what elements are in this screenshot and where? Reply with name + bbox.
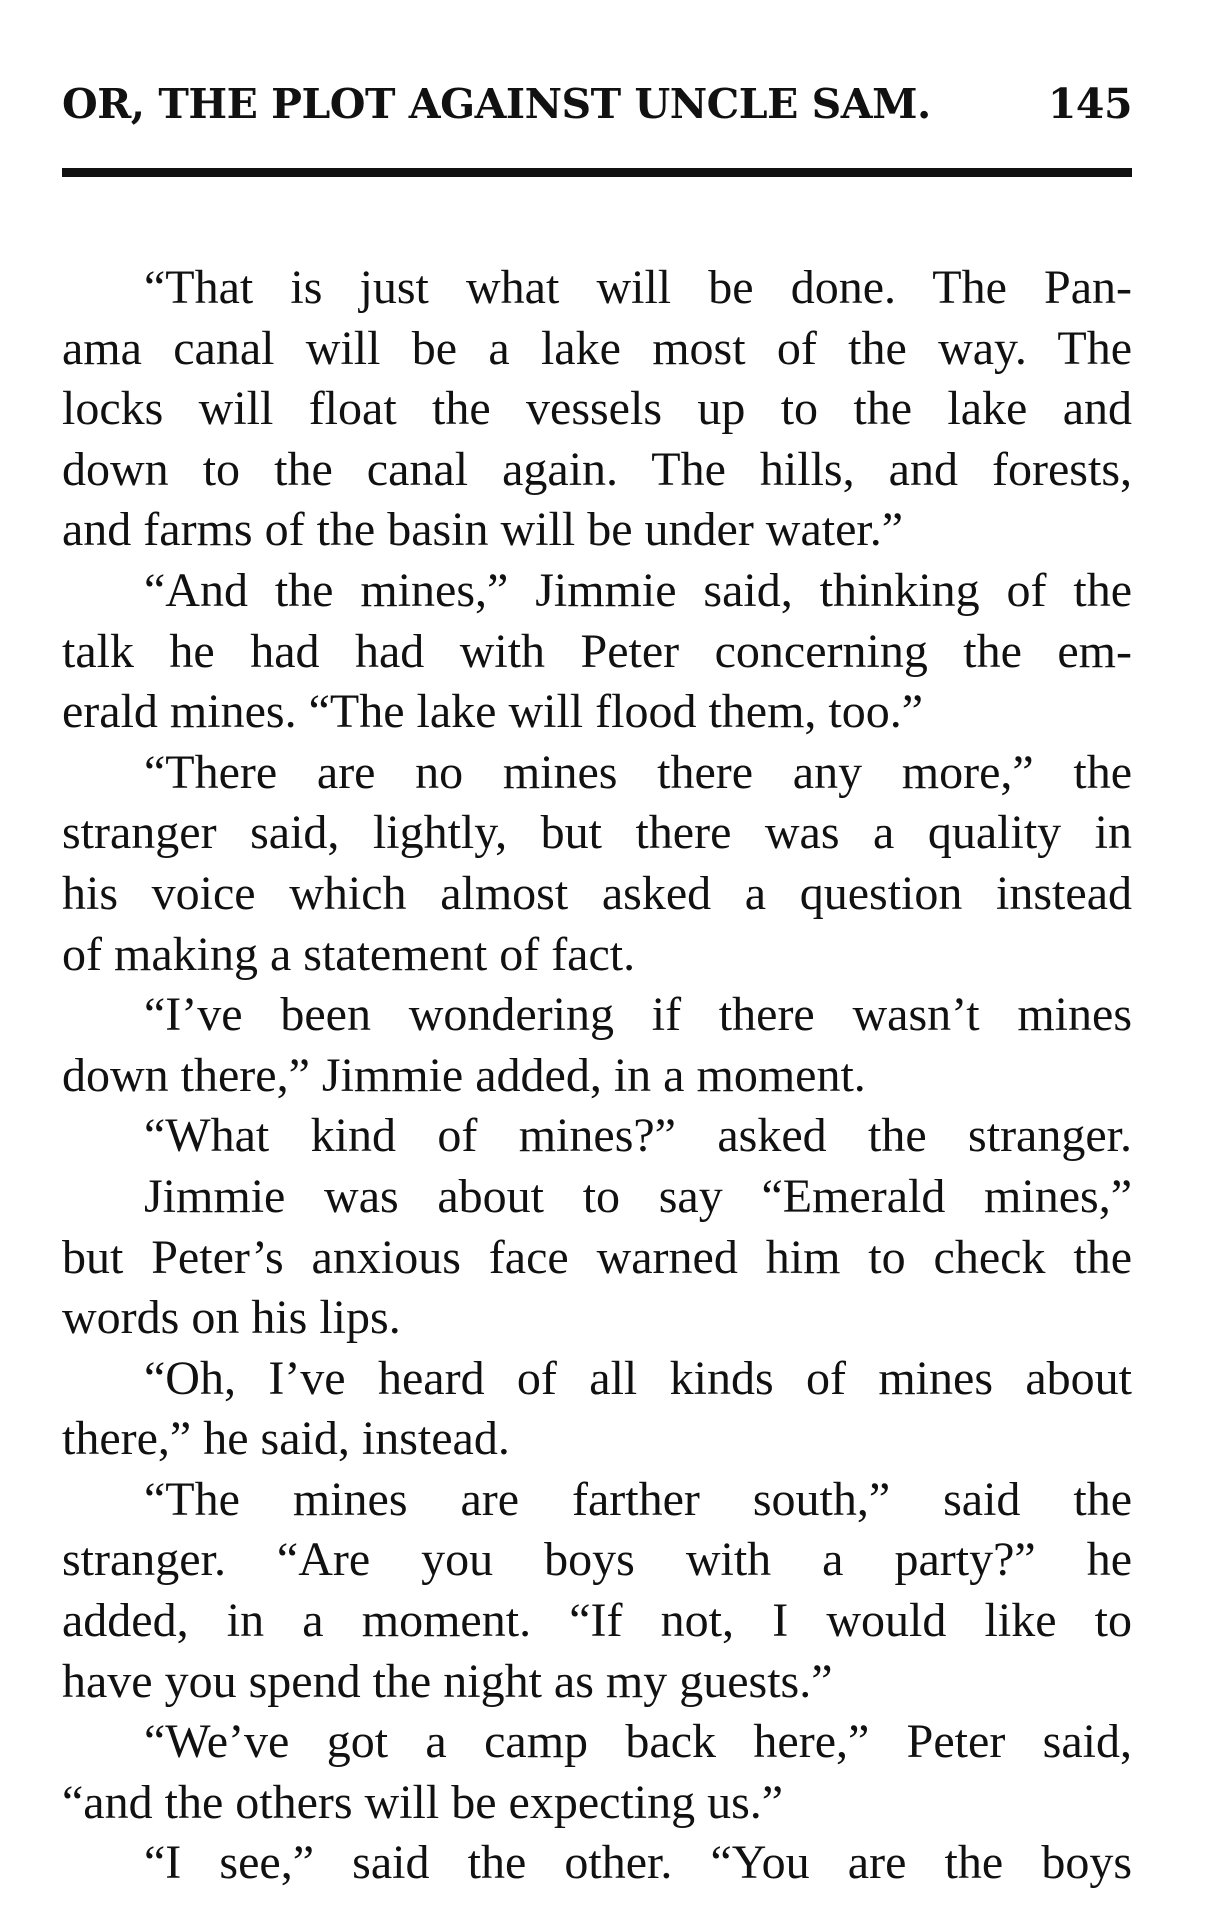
text-line: his voice which almost asked a question instead [62, 866, 1132, 920]
text-line: down there,” Jimmie added, in a moment. [62, 1048, 866, 1102]
text-line: “and the others will be expecting us.” [62, 1775, 784, 1829]
text-line: “There are no mines there any more,” the [144, 745, 1132, 799]
text-line: “I’ve been wondering if there wasn’t mines [144, 988, 1132, 1042]
text-line: stranger said, lightly, but there was a quality in [62, 806, 1132, 860]
text-line: have you spend the night as my guests.” [62, 1654, 833, 1708]
text-line: ama canal will be a lake most of the way. The [62, 321, 1132, 375]
text-line: words on his lips. [62, 1291, 401, 1345]
running-head [62, 80, 1132, 150]
text-line: down to the canal again. The hills, and forests, [62, 442, 1132, 496]
text-line: “I see,” said the other. “You are the boys [144, 1836, 1132, 1890]
text-line: “That is just what will be done. The Pan- [144, 261, 1132, 314]
text-line: “Oh, I’ve heard of all kinds of mines about [144, 1351, 1132, 1405]
text-line: Jimmie was about to say “Emerald mines,” [144, 1169, 1132, 1223]
text-line: added, in a moment. “If not, I would like to [62, 1594, 1132, 1648]
text-line: “What kind of mines?” asked the stranger. [144, 1109, 1132, 1163]
text-line: of making a statement of fact. [62, 927, 636, 981]
text-line: “We’ve got a camp back here,” Peter said, [144, 1715, 1132, 1769]
body-text [62, 258, 1132, 1894]
text-line: but Peter’s anxious face warned him to check the [62, 1230, 1132, 1284]
text-line: “And the mines,” Jimmie said, thinking of the [144, 563, 1132, 617]
text-line: “The mines are farther south,” said the [144, 1472, 1132, 1526]
text-line: there,” he said, instead. [62, 1412, 510, 1466]
text-line: erald mines. “The lake will flood them, too.” [62, 685, 924, 739]
header-rule [62, 168, 1132, 177]
text-line: locks will float the vessels up to the lake and [62, 382, 1132, 436]
text-line: stranger. “Are you boys with a party?” he [62, 1533, 1132, 1587]
running-head-title: OR, THE PLOT AGAINST UNCLE SAM. [62, 80, 931, 128]
page-number: 145 [1047, 80, 1132, 128]
text-line: talk he had had with Peter concerning the em- [62, 624, 1132, 678]
text-line: and farms of the basin will be under water.” [62, 503, 904, 557]
